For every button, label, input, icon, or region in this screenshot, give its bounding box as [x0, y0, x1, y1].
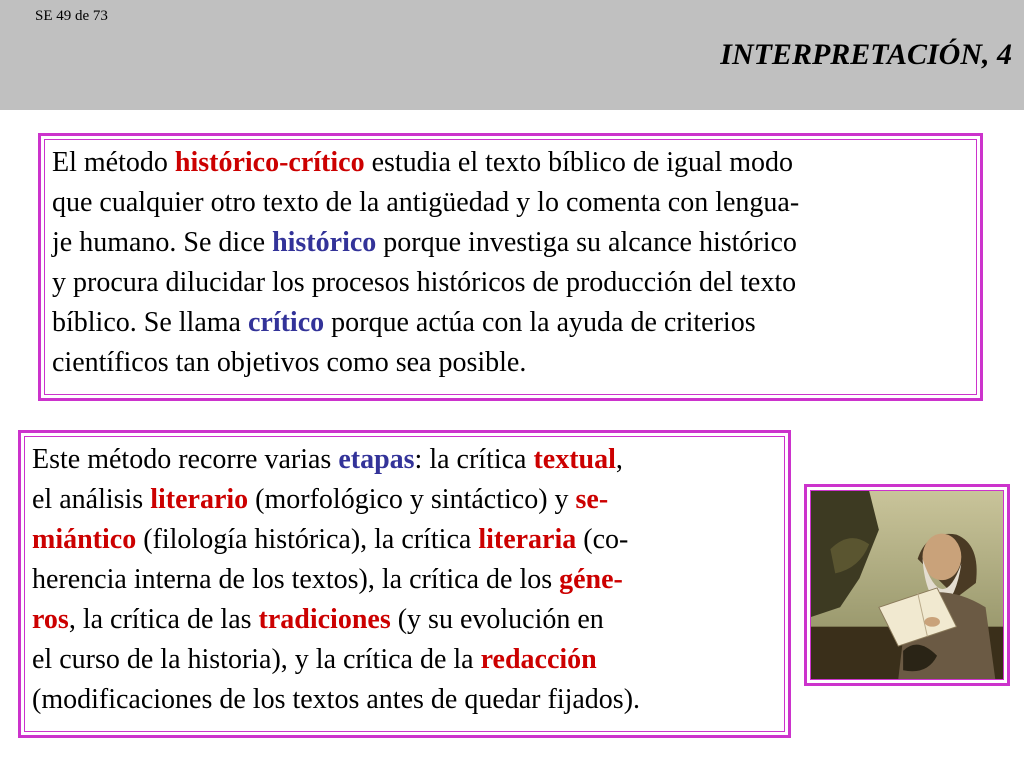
- text-line: [32, 560, 640, 600]
- keyword: literaria: [478, 524, 577, 555]
- text-line: [32, 680, 640, 720]
- text-segment: (y su evolución en: [390, 604, 604, 635]
- text-segment: que cualquier otro texto de la antigüedad y lo comenta con lengua-: [52, 187, 800, 218]
- text-segment: el curso de la historia), y la crítica de la: [32, 644, 481, 675]
- text-line: [32, 640, 640, 680]
- text-segment: Este método recorre varias: [32, 444, 339, 475]
- definition-text: [52, 143, 799, 383]
- text-segment: El método: [52, 147, 175, 178]
- keyword: literario: [150, 484, 249, 515]
- keyword: etapas: [338, 444, 415, 475]
- keyword: miántico: [32, 524, 137, 555]
- text-line: [52, 343, 799, 383]
- text-segment: científicos tan objetivos como sea posible.: [52, 347, 527, 378]
- stages-text: [32, 440, 640, 720]
- text-line: [32, 480, 640, 520]
- text-line: [52, 303, 799, 343]
- text-segment: porque actúa con la ayuda de criterios: [324, 307, 756, 338]
- painting-frame: [804, 484, 1010, 686]
- text-segment: porque investiga su alcance histórico: [376, 227, 797, 258]
- keyword: géne-: [559, 564, 623, 595]
- text-segment: : la crítica: [414, 444, 534, 475]
- text-segment: herencia interna de los textos), la crítica de los: [32, 564, 560, 595]
- text-segment: (morfológico y sintáctico) y: [248, 484, 576, 515]
- text-segment: je humano. Se dice: [52, 227, 273, 258]
- text-segment: (co-: [576, 524, 629, 555]
- text-line: [32, 520, 640, 560]
- text-segment: bíblico. Se llama: [52, 307, 248, 338]
- keyword: ros: [32, 604, 69, 635]
- text-line: [52, 183, 799, 223]
- text-segment: estudia el texto bíblico de igual modo: [364, 147, 794, 178]
- text-segment: y procura dilucidar los procesos históricos de producción del texto: [52, 267, 797, 298]
- text-line: [32, 440, 640, 480]
- text-line: [52, 263, 799, 303]
- text-segment: (filología histórica), la crítica: [136, 524, 479, 555]
- keyword: histórico: [272, 227, 377, 258]
- slide-number: SE 49 de 73: [35, 8, 108, 24]
- text-segment: el análisis: [32, 484, 151, 515]
- text-line: [52, 143, 799, 183]
- keyword: redacción: [480, 644, 597, 675]
- slide-header: [0, 0, 1024, 110]
- text-line: [32, 600, 640, 640]
- text-segment: , la crítica de las: [68, 604, 259, 635]
- text-line: [52, 223, 799, 263]
- text-segment: (modificaciones de los textos antes de quedar fijados).: [32, 684, 641, 715]
- keyword: tradiciones: [258, 604, 391, 635]
- keyword: histórico-crítico: [174, 147, 365, 178]
- keyword: crítico: [247, 307, 325, 338]
- keyword: se-: [575, 484, 609, 515]
- slide-title: INTERPRETACIÓN, 4: [720, 38, 1012, 71]
- text-segment: ,: [615, 444, 623, 475]
- keyword: textual: [533, 444, 616, 475]
- painting-saint-writing-icon: [811, 491, 1003, 679]
